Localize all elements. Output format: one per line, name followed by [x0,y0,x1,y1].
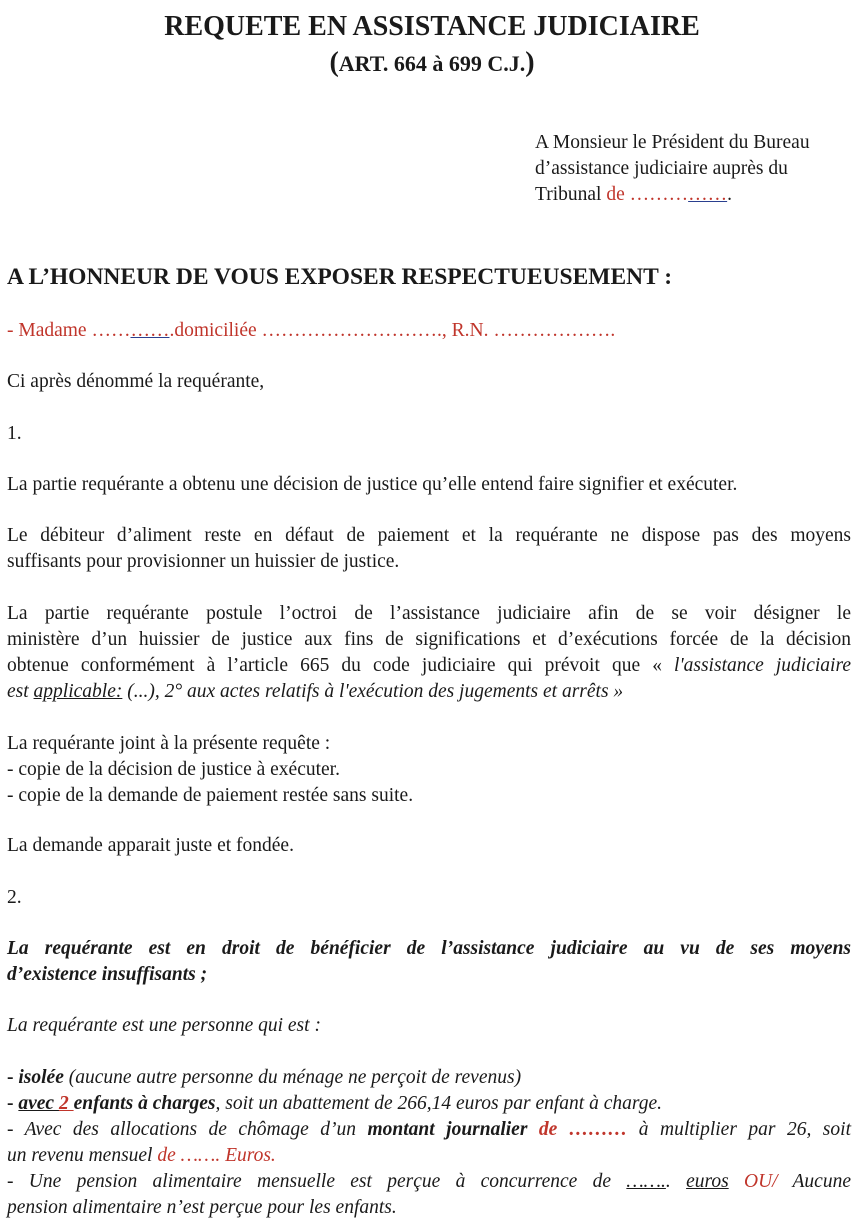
criteria-item-pension-line-2: pension alimentaire n’est perçue pour les enfants. [7,1197,397,1218]
requerant-line [7,318,851,344]
document-title: REQUETE EN ASSISTANCE JUDICIAIRE [164,11,700,42]
criteria-item-chomage-line-2 [7,1143,851,1169]
annex-item-2: - copie de la demande de paiement restée sans suite. [7,785,414,806]
item-4-euros: euros [686,1171,729,1192]
section-heading: A L’HONNEUR DE VOUS EXPOSER RESPECTUEUSEMENT : [7,264,673,290]
item-4-intro: - Une pension alimentaire mensuelle est perçue à concurrence de [7,1171,627,1192]
criteria-item-isolee [7,1065,851,1091]
addressee-block [535,130,860,208]
section-1-paragraph-3-line-1: La partie requérante postule l’octroi de l’assistance judiciaire afin de se voir désigner le [7,603,851,624]
item-4-blank: ……. [626,1171,666,1192]
item-4-ou: OU/ [728,1171,778,1192]
item-1-isolee: isolée [18,1067,64,1088]
item-2-avec: avec [18,1093,59,1114]
annex-intro: La requérante joint à la présente requête : [7,733,331,754]
citation-est: est [7,681,34,702]
addressee-blank: ……… [624,184,689,205]
addressee-line-2: d’assistance judiciaire auprès du [535,158,788,179]
requerant-blank-underlined: …… [130,320,170,341]
addressee-line-3 [535,182,860,208]
item-1-dash: - [7,1067,19,1088]
section-1-number: 1. [7,423,22,444]
section-2-intro: La requérante est une personne qui est : [7,1015,321,1036]
item-3-intro: - Avec des allocations de chômage d’un [7,1119,368,1140]
item-3-revenu: un revenu mensuel [7,1145,158,1166]
item-1-detail: (aucune autre personne du ménage ne perçoit de revenus) [63,1067,522,1088]
item-2-detail: , soit un abattement de 266,14 euros par enfant à charge. [215,1093,662,1114]
addressee-line-1: A Monsieur le Président du Bureau [535,132,810,153]
section-1-paragraph-3-line-4 [7,679,851,705]
addressee-period: . [727,184,732,205]
denomination-line: Ci après dénommé la requérante, [7,371,265,392]
section-1-paragraph-3-line-3 [7,653,851,679]
criteria-item-enfants [7,1091,851,1117]
subtitle-open-paren: ( [329,47,339,78]
subtitle-article-reference: ART. 664 à 699 C.J. [338,51,526,76]
item-3-rest: à multiplier par 26, soit [627,1119,851,1140]
document-subtitle [0,48,864,79]
item-4-aucune: Aucune [777,1171,851,1192]
item-2-number: 2 [58,1093,74,1114]
item-2-enfants: enfants à charges [73,1093,216,1114]
section-1-conclusion: La demande apparait juste et fondée. [7,835,294,856]
requerant-domicile: .domiciliée ………………………., R.N. ………………. [169,320,616,341]
subtitle-close-paren: ) [525,47,535,78]
item-3-blank: de ……… [527,1119,628,1140]
article-citation-intro: obtenue conformément à l’article 665 du code judiciaire qui prévoit que « [7,655,675,676]
item-3-revenu-blank: de ……. Euros. [157,1145,276,1166]
section-1-paragraph-3-line-2: ministère d’un huissier de justice aux fins de significations et d’exécutions forcée de la décision [7,629,851,650]
section-1-paragraph-1: La partie requérante a obtenu une décision de justice qu’elle entend faire signifier et exécuter. [7,474,738,495]
article-citation-italic: l'assistance judiciaire [674,655,851,676]
section-2-claim-line-2: d’existence insuffisants ; [7,964,208,985]
requerant-madame: - Madame …… [7,320,131,341]
addressee-de: de [606,184,625,205]
addressee-tribunal: Tribunal [535,184,607,205]
section-1-paragraph-2-line-2: suffisants pour provisionner un huissier de justice. [7,551,400,572]
criteria-item-chomage-line-1 [7,1117,851,1143]
citation-rest: (...), 2° aux actes relatifs à l'exécution des jugements et arrêts » [122,681,624,702]
item-2-dash: - [7,1093,19,1114]
section-2-claim-line-1: La requérante est en droit de bénéficier de l’assistance judiciaire au vu de ses moyens [7,938,851,959]
item-3-montant: montant journalier [367,1119,528,1140]
section-1-paragraph-2-line-1: Le débiteur d’aliment reste en défaut de paiement et la requérante ne dispose pas des moyens [7,525,851,546]
citation-applicable: applicable: [33,681,123,702]
section-2-number: 2. [7,887,22,908]
item-4-dot: . [665,1171,687,1192]
annex-item-1: - copie de la décision de justice à exécuter. [7,759,340,780]
criteria-item-pension-line-1 [7,1169,851,1195]
addressee-blank-underlined: …… [688,184,728,205]
